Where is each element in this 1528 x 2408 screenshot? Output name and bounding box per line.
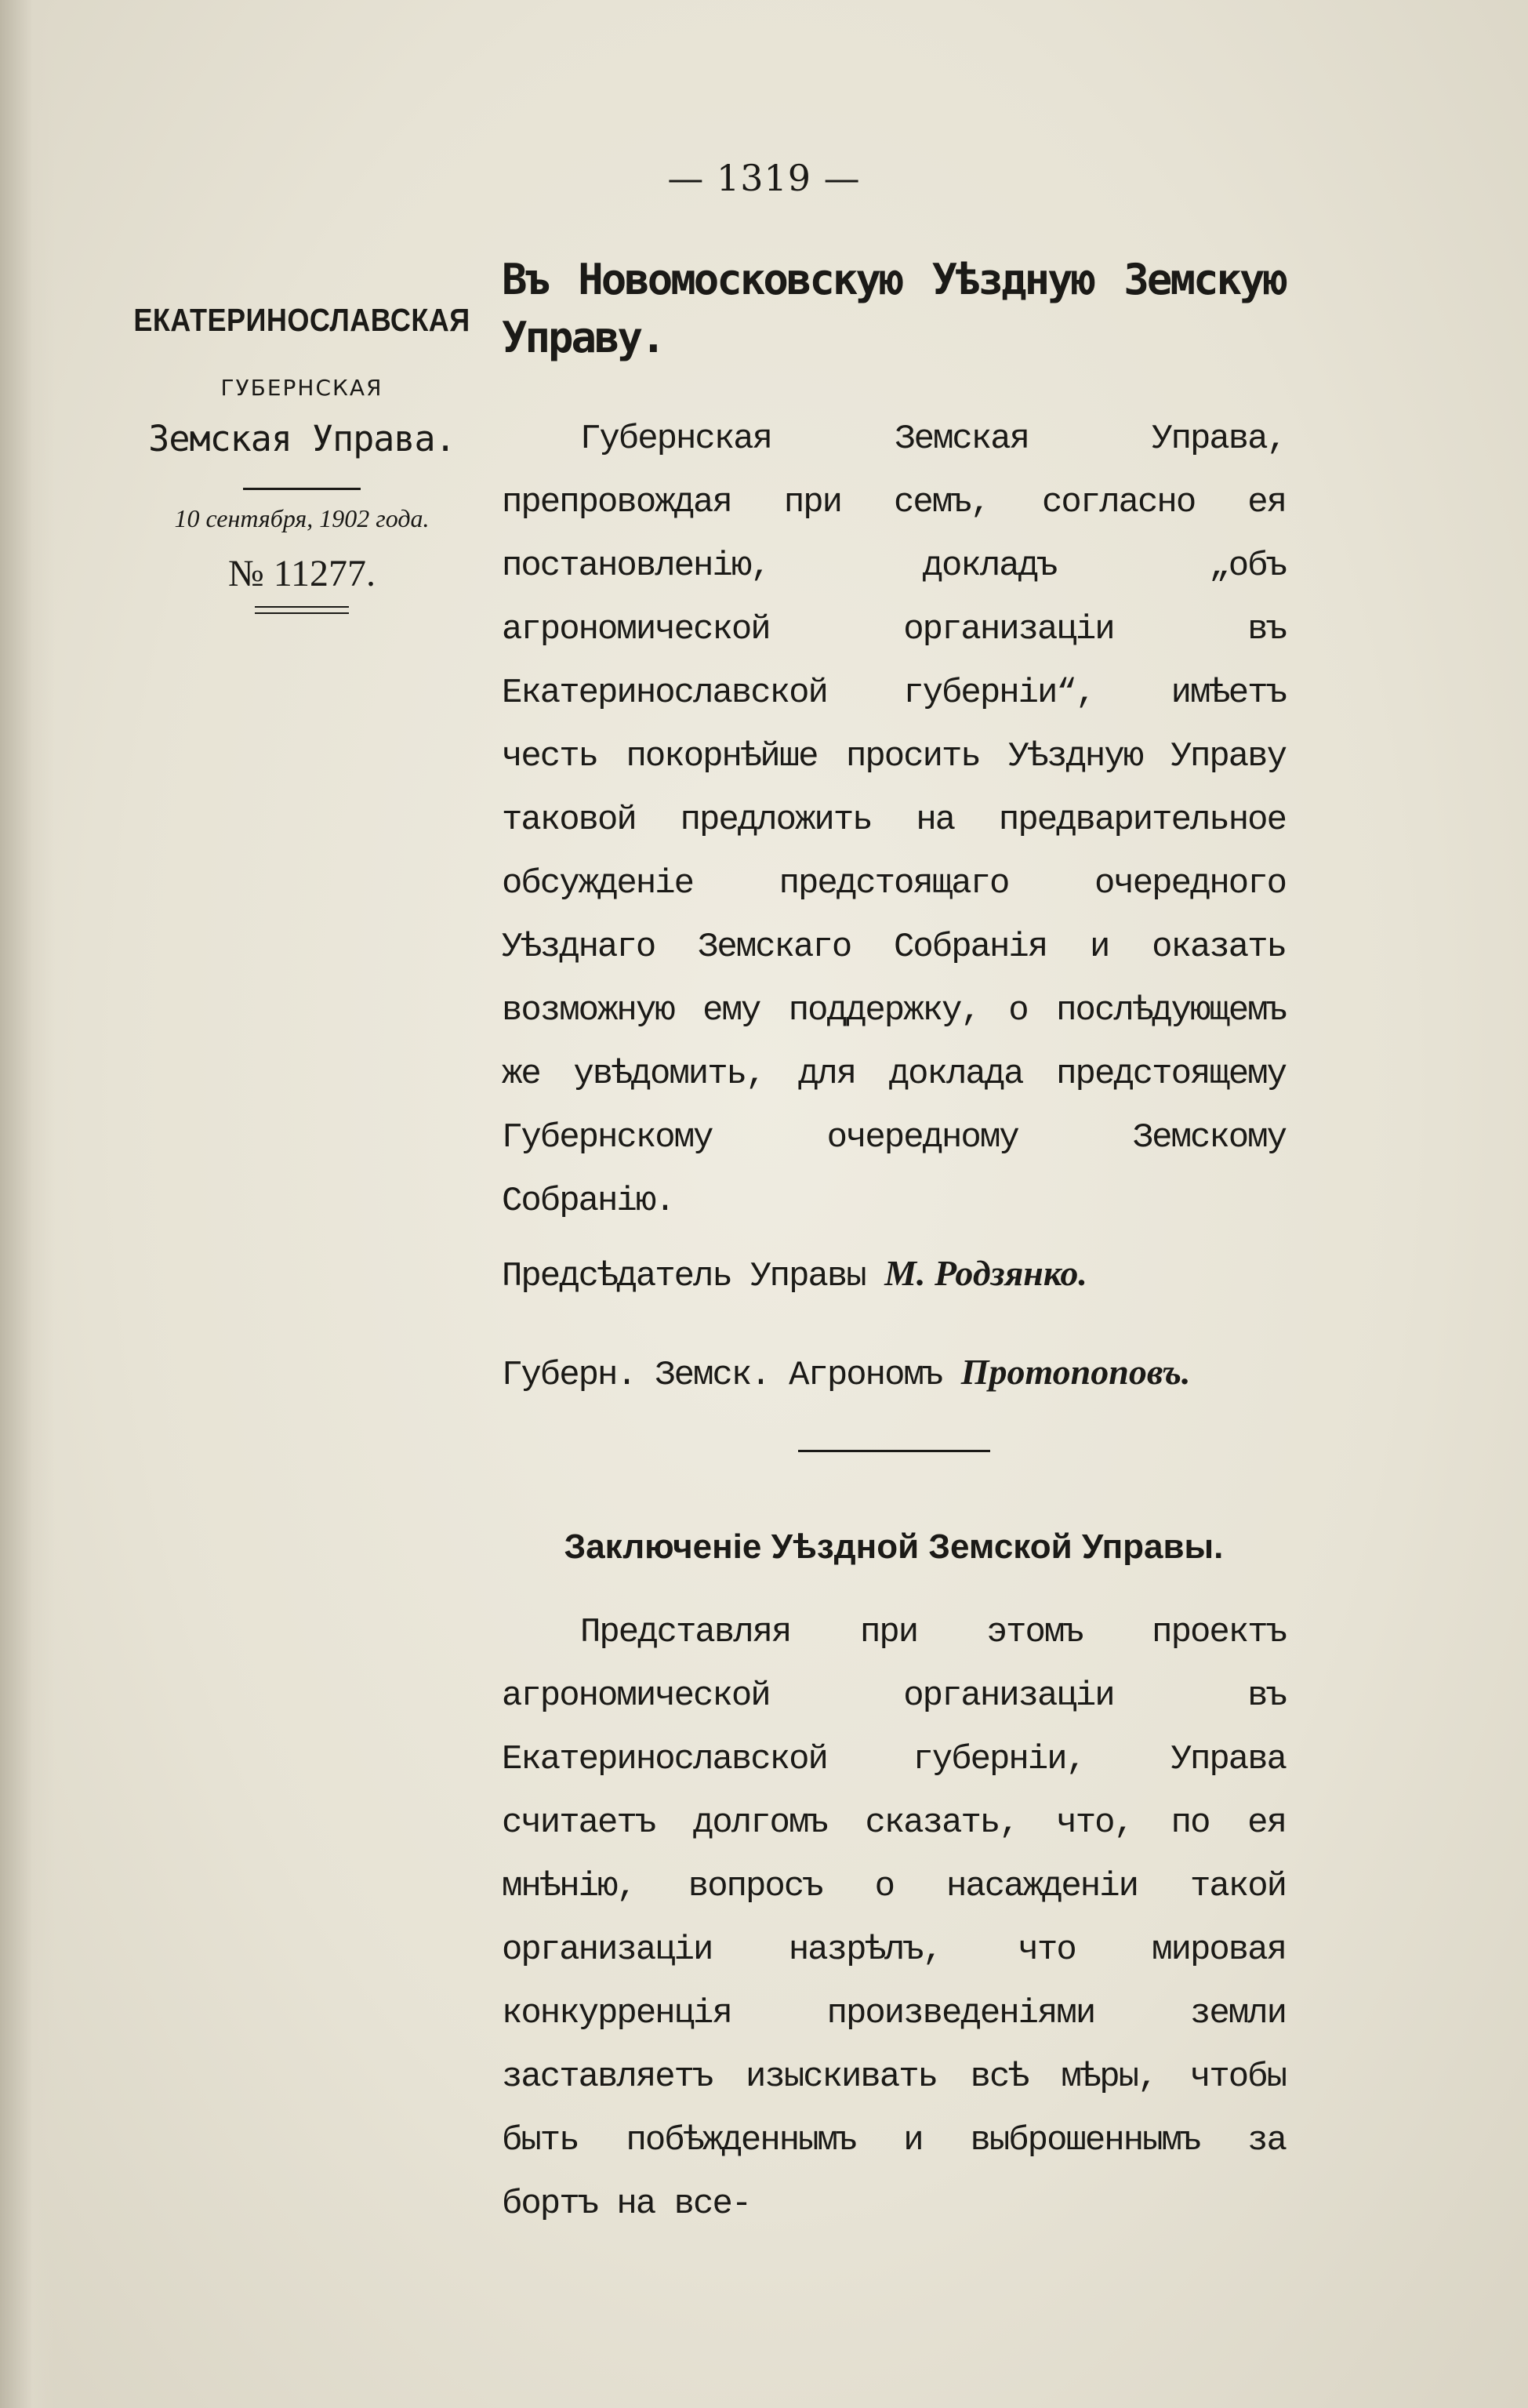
- page-number: — 1319 —: [667, 157, 861, 199]
- letter-number: № 11277.: [227, 553, 376, 594]
- signature-agronomist: [502, 1340, 1286, 1407]
- divider: [243, 488, 361, 490]
- addressee-heading: Въ Новомосковскую Уѣздную Земскую Управу.: [502, 255, 1286, 362]
- double-divider: [255, 606, 349, 614]
- signature-chairman-name: М. Родзянко.: [884, 1253, 1087, 1293]
- conclusion-body: Представляя при этомъ проектъ агрономической организаціи въ Екатеринославской губерніи, Управа считаетъ долгомъ сказать, что, по ея мнѣнію, вопросъ о насажденіи такой организаціи назрѣлъ, что мировая конкурренція произведеніями земли заставляетъ изыскивать всѣ мѣры, чтобы быть побѣжденнымъ и выброшеннымъ за бортъ на все-: [502, 1613, 1286, 2224]
- letter-column: [502, 251, 1286, 2236]
- section-divider: [798, 1450, 990, 1452]
- sender-org-type: ГУБЕРНСКАЯ: [220, 375, 383, 401]
- sender-org-body: Земская Управа.: [148, 418, 455, 459]
- signature-chairman-label: Предсѣдатель Управы: [502, 1257, 866, 1296]
- book-spine-shadow: [0, 0, 55, 2408]
- signature-chairman: [502, 1241, 1286, 1309]
- signature-agronomist-name: Протопоповъ.: [960, 1352, 1191, 1392]
- letter-date: 10 сентября, 1902 года.: [174, 504, 430, 532]
- letter-body: Губернская Земская Управа, препровождая при семъ, согласно ея постановленію, докладъ „объ агрономической организаціи въ Екатеринославской губерніи“, имѣетъ честь покорнѣйше просить Уѣздную Управу таковой предложить на предварительное обсужденіе предстоящаго очередного Уѣзднаго Земскаго Собранія и оказать возможную ему поддержку, о послѣдующемъ же увѣдомить, для доклада предстоящему Губернскому очередному Земскому Собранію.: [502, 419, 1286, 1221]
- conclusion-heading: Заключеніе Уѣздной Земской Управы.: [564, 1527, 1224, 1566]
- sender-block: [110, 302, 494, 614]
- signature-agronomist-label: Губерн. Земск. Агрономъ: [502, 1356, 942, 1395]
- sender-org-name: ЕКАТЕРИНОСЛАВСКАЯ: [133, 302, 470, 338]
